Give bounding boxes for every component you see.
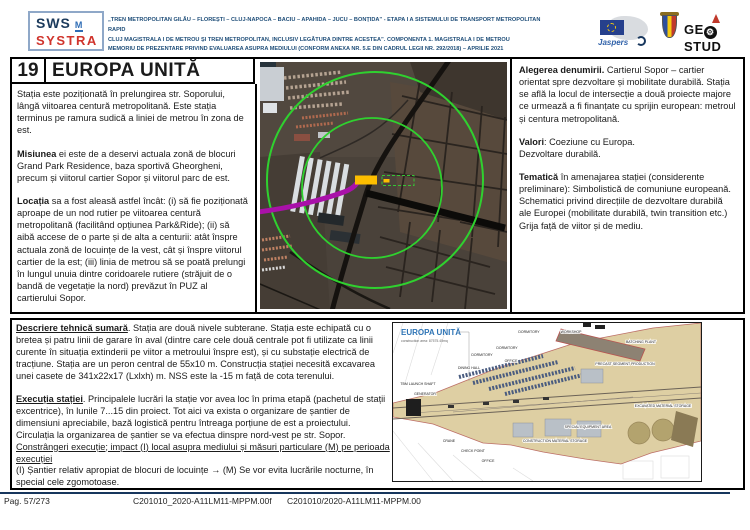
technical-text (16, 323, 390, 500)
footer-divider (0, 492, 730, 494)
svg-text:DORMITORY: DORMITORY (518, 330, 540, 334)
station-info-table (10, 57, 745, 314)
site-plan-image (393, 323, 701, 481)
execution-paragraph: Execuția stației. Principalele lucrări la stație vor avea loc în prima etapă (pachetul de stații excentrice), în lunile 7...15 din proiect. Tot aici va exista o organizare de șantier de dimensiuni apreciabile, bază logistică pentru întreaga porțiune de est a proiectului. Circulația la organizarea de șantier se va efectua dinspre nord-vest pe str. Sopor. (16, 393, 386, 440)
tbm-shaft (406, 399, 421, 416)
svg-text:OFFICE: OFFICE (481, 459, 495, 463)
position-paragraph: Stația este poziționată în prelungirea str. Soporului, lângă viitoarea centură metropolitană. Este stația terminus pe ramura sudică a liniei de metrou în zona de est. (17, 89, 244, 136)
theme-paragraph: Tematică în amenajarea stației (considerente preliminare): Simbolistică de comuniune europeană. Schematici privind direcțiile de dezvoltare durabilă ale Europei (mobilitate durabilă, twin transition etc.) Grija față de viitor și de mediu. (519, 171, 731, 231)
geostud-logo: GE ⚙STUD (684, 22, 722, 54)
svg-text:GENERATOR: GENERATOR (414, 392, 436, 396)
svg-text:DINING HALL: DINING HALL (458, 366, 480, 370)
impact-measure-line: (I) Șantier relativ apropiat de blocuri de locuințe → (M) Se vor evita lucrările nocturne, în special cele zgomotoase. (16, 465, 374, 488)
values-line-2: Dezvoltare durabilă. (519, 148, 601, 159)
jaspers-eu-logo (594, 14, 652, 52)
sws-systra-logo (28, 11, 104, 51)
header-line-3: MEMORIU DE PREZENTARE PRIVIND EVALUAREA ASUPRA MEDIULUI (CONFORM ANEXA NR. 5.E DIN CADRUL LEGII NR. 292/2018) – APRILIE 2021 (108, 46, 504, 53)
svg-text:CHECK POINT: CHECK POINT (461, 449, 485, 453)
document-code-1: C201010_2020-A11LM11-MPPM.00f (133, 496, 272, 506)
tank-2 (652, 419, 674, 441)
large-building (260, 67, 284, 101)
technical-description-paragraph: Descriere tehnică sumară. Stația are două nivele subterane. Stația este echipată cu o bretea și patru linii de garare în aval (dintre care cele două centrale pot fi utilizate ca linii curente în situația extinderii pe viitor a metroului înspre est), și cu substație electrică de tracțiune. Stația are un peron central de 55x10 m. Construcția stației necesită excavarea unei casete de 341x22x17 (Lxlxh) m. NSS este la -15 m față de cota terenului. (16, 323, 376, 381)
svg-text:DORMITORY: DORMITORY (471, 353, 493, 357)
satellite-map-image (260, 62, 507, 309)
constraints-heading: Constrângeri execuție; impact (I) local asupra mediului și măsuri particulare (M) pe perioada execuției (16, 441, 390, 464)
construction-site-plan (392, 322, 702, 482)
site-plan-subtitle: construction area: 87575.45mq (401, 339, 448, 343)
geostud-derrick-icon (712, 14, 720, 23)
station-marker (355, 176, 377, 185)
location-paragraph: Locația sa a fost aleasă astfel încât: (i) să fie poziționată aproape de un nod rutier pe viitoarea centură metropolitană (facilitând opțiunea Park&Ride); (ii) să aibă accese de o parte și de alta a centurii: atât înspre actuala zonă de locuințe de la vest, cât și înspre viitorul cartier de la est; (iii) linia de metrou să se poată prelungi în lungul unuia dintre coridoarele rutiere (străjuit de o bandă de vegetație la nord) prevăzut în PUZ al cartierului Sopor. (17, 195, 248, 304)
technical-section (10, 318, 745, 490)
naming-column (512, 59, 743, 312)
metro-m-icon: M (74, 20, 84, 30)
project-header-text (108, 16, 558, 55)
station-name-title: EUROPA UNITĂ (46, 59, 255, 84)
eu-flag-icon (600, 20, 624, 35)
svg-text:BATCHING PLANT: BATCHING PLANT (625, 340, 657, 344)
svg-text:OFFICE: OFFICE (504, 359, 518, 363)
header-line-2: CLUJ MAGISTRALA I DE METROU ȘI TREN METROPOLITAN, INCLUSIV LEGĂTURA DINTRE ACESTEA”. COMPONENTA 1. MAGISTRALA I DE METROU (108, 36, 510, 43)
station-description-column (12, 84, 257, 312)
naming-paragraph: Alegerea denumirii. Cartierul Sopor – cartier orientat spre dezvoltare și mobilitate durabilă. Stația se află la locul de intersecție a două proiecte majore ce urmează a fi finanțate cu sprijin european: metroul și centura metropolitană. (519, 65, 736, 124)
svg-text:CONSTRUCTION MATERIAL STORAGE: CONSTRUCTION MATERIAL STORAGE (522, 439, 588, 443)
geostud-gear-icon: ⚙ (704, 26, 717, 39)
jaspers-label: Jaspers (598, 38, 629, 47)
svg-text:SPECIAL EQUIPMENT AREA: SPECIAL EQUIPMENT AREA (564, 425, 612, 429)
svg-text:WORKSHOP: WORKSHOP (560, 330, 582, 334)
site-plan-title: EUROPA UNITĂ (401, 328, 461, 337)
svg-text:CRANE: CRANE (442, 439, 456, 443)
svg-text:TBM LAUNCH SHAFT: TBM LAUNCH SHAFT (400, 382, 436, 386)
station-number: 19 (12, 59, 46, 84)
tank-1 (628, 422, 650, 444)
values-line: Valori: Coeziune cu Europa. (519, 136, 635, 147)
mission-paragraph: Misiunea ei este de a deservi actuala zonă de blocuri Grand Park Residence, baza sportivă Gheorgheni, precum și viitorul cartier Sopor și viitorul parc de est. (17, 148, 236, 183)
sws-logo-text: SWS M (36, 15, 84, 31)
page-number: Pag. 57/273 (4, 496, 50, 506)
jaspers-swoosh-icon (636, 36, 646, 46)
coat-of-arms-icon (662, 15, 677, 38)
svg-text:EXCAVATED MATERIAL STORAGE: EXCAVATED MATERIAL STORAGE (634, 404, 692, 408)
document-code-2: C201010/2020-A11LM11-MPPM.00 (287, 496, 421, 506)
eu-stars-icon (607, 23, 616, 32)
satellite-map-cell (257, 59, 512, 312)
svg-text:PRECAST SEGMENT PRODUCTION: PRECAST SEGMENT PRODUCTION (595, 362, 655, 366)
svg-text:DORMITORY: DORMITORY (496, 346, 518, 350)
header-line-1: „TREN METROPOLITAN GILĂU – FLOREȘTI – CLUJ-NAPOCA – BACIU – APAHIDA – JUCU – BONȚIDA” - ETAPA I A SISTEMULUI DE TRANSPORT METROPOLITAN RAPID (108, 17, 541, 33)
systra-logo-text: SYSTRA (36, 33, 98, 48)
